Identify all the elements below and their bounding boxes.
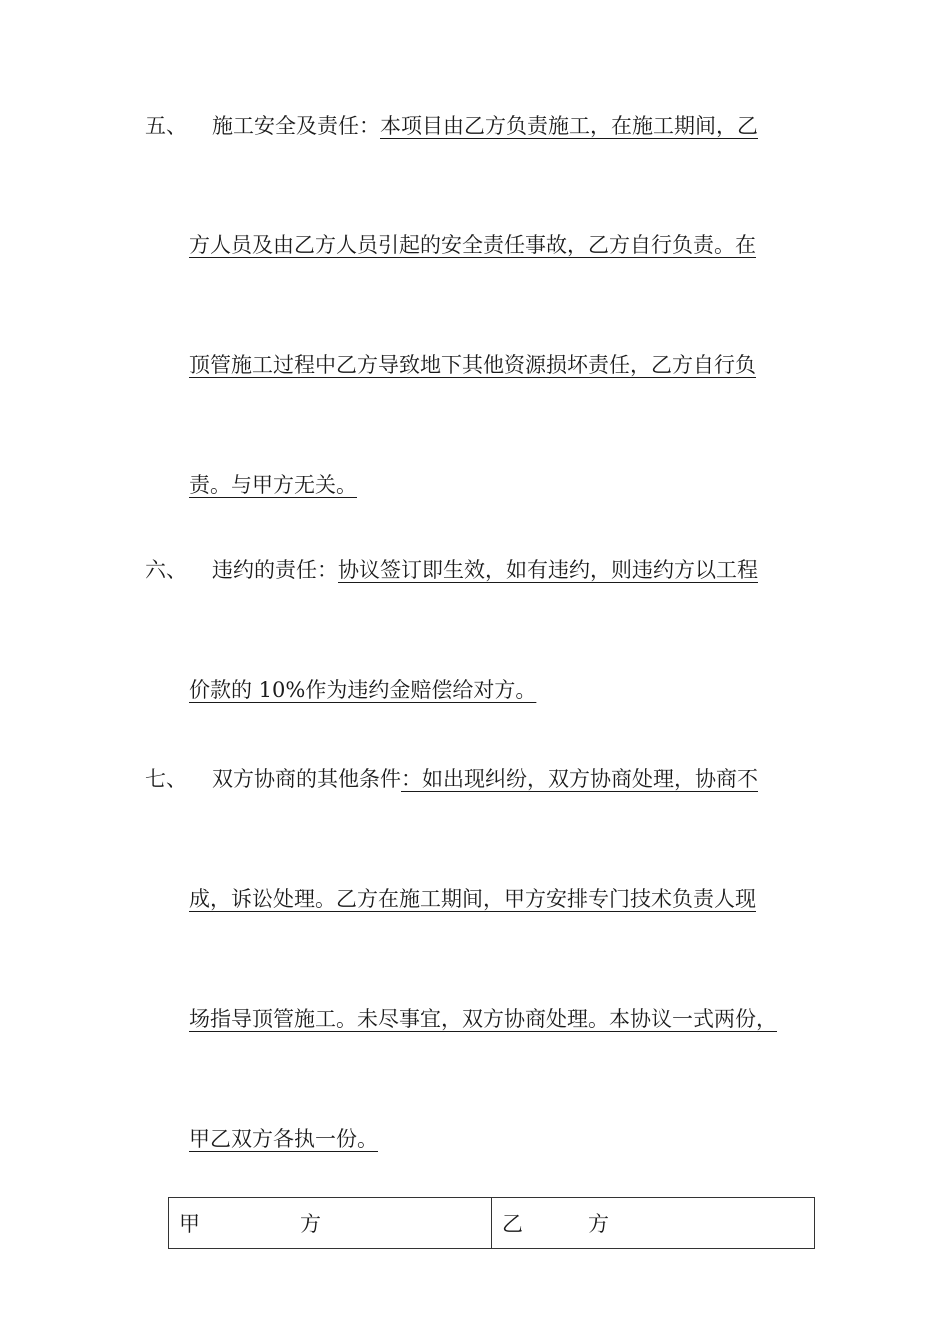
clause-5-text-3: 顶管施工过程中乙方导致地下其他资源损坏责任，乙方自行负 bbox=[189, 353, 756, 377]
party-a-cell bbox=[169, 1198, 492, 1249]
clause-7-text-3: 场指导顶管施工。未尽事宜，双方协商处理。本协议一式两份， bbox=[189, 1007, 777, 1031]
signature-table bbox=[168, 1197, 815, 1249]
party-b-char-1: 乙 bbox=[502, 1212, 523, 1236]
clause-7-number: 七、 bbox=[145, 767, 187, 791]
clause-7-text-4: 甲乙双方各执一份。 bbox=[189, 1127, 378, 1151]
clause-7-text-1: ：如出现纠纷，双方协商处理，协商不 bbox=[401, 767, 758, 791]
clause-5-text-1: 本项目由乙方负责施工，在施工期间，乙 bbox=[380, 114, 758, 138]
clause-7-title: 双方协商的其他条件 bbox=[212, 767, 401, 791]
clause-6-text-1: 协议签订即生效，如有违约，则违约方以工程 bbox=[338, 558, 758, 582]
clause-6-text-2: 价款的 10%作为违约金赔偿给对方。 bbox=[189, 678, 537, 702]
clause-5-text-4: 责。与甲方无关。 bbox=[189, 473, 357, 497]
signature-row bbox=[169, 1198, 815, 1249]
clause-7-text-2: 成，诉讼处理。乙方在施工期间，甲方安排专门技术负责人现 bbox=[189, 887, 756, 911]
party-a-char-1: 甲 bbox=[179, 1212, 200, 1236]
clause-5-text-2: 方人员及由乙方人员引起的安全责任事故，乙方自行负责。在 bbox=[189, 233, 756, 257]
clause-5-number: 五、 bbox=[145, 114, 187, 138]
party-a-char-2: 方 bbox=[300, 1212, 321, 1236]
clause-5-title: 施工安全及责任： bbox=[212, 114, 380, 138]
clause-6-title: 违约的责任： bbox=[212, 558, 338, 582]
clause-7-line-1 bbox=[212, 765, 758, 793]
party-b-char-2: 方 bbox=[588, 1212, 609, 1236]
clause-6-line-1 bbox=[212, 556, 758, 584]
party-b-cell bbox=[492, 1198, 815, 1249]
clause-6-number: 六、 bbox=[145, 558, 187, 582]
clause-5-line-1 bbox=[212, 112, 758, 140]
